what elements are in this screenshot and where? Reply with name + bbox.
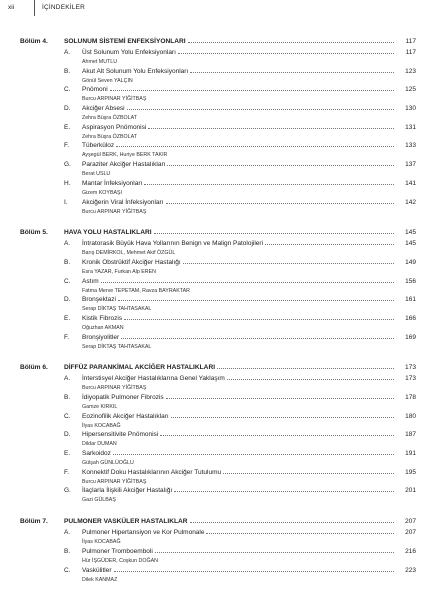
entry-page-number: 156 [405, 277, 416, 285]
entry-letter: F. [64, 142, 70, 150]
entry-page-number: 141 [405, 179, 416, 187]
entry-letter: D. [64, 431, 71, 439]
chapter-spacer [20, 217, 416, 229]
dot-leader [174, 491, 394, 492]
entry-page-number: 125 [405, 86, 416, 94]
toc-entry[interactable] [20, 142, 416, 152]
entry-page-number: 207 [405, 529, 416, 537]
entry-letter: H. [64, 179, 71, 187]
toc-entry[interactable] [20, 375, 416, 385]
running-header-title: İÇİNDEKİLER [42, 4, 86, 11]
page-number: xii [8, 4, 15, 11]
chapter-spacer [20, 506, 416, 518]
entry-authors: Burcu ARPINAR YİĞİTBAŞ [82, 208, 147, 215]
entry-letter: C. [64, 277, 71, 285]
entry-letter: B. [64, 258, 71, 266]
dot-leader [227, 379, 394, 380]
entry-title: İdiyopatik Pulmoner Fibrozis [82, 394, 164, 401]
entry-page-number: 223 [405, 566, 416, 574]
entry-page-number: 149 [405, 258, 416, 266]
entry-page-number: 123 [405, 67, 416, 75]
entry-letter: E. [64, 314, 71, 322]
toc-entry[interactable] [20, 567, 416, 577]
entry-page-number: 137 [405, 161, 416, 169]
dot-leader [217, 368, 394, 369]
toc-entry[interactable] [20, 161, 416, 171]
entry-authors: İlyas KOCABAĞ [82, 422, 121, 429]
entry-letter: A. [64, 240, 71, 248]
toc-entry[interactable] [20, 413, 416, 423]
dot-leader [118, 300, 394, 301]
dot-leader [190, 522, 394, 523]
dot-leader [160, 435, 394, 436]
entry-letter: A. [64, 49, 71, 56]
entry-authors: Gülşah GÜNLÜOĞLU [82, 460, 134, 467]
entry-title: Hipersensitivite Pnömonisi [82, 431, 159, 439]
toc-entry[interactable] [20, 68, 416, 78]
chapter-heading[interactable] [20, 229, 416, 240]
dot-leader [155, 552, 394, 553]
chapter-heading[interactable] [20, 38, 416, 49]
dot-leader [223, 473, 394, 474]
chapter-number: Bölüm 7. [20, 518, 48, 526]
entry-title: Tüberküloz [82, 142, 115, 150]
entry-letter: C. [64, 566, 71, 574]
dot-leader [113, 454, 394, 455]
entry-authors: Serap DİKTAŞ TAHTASAKAL [82, 306, 152, 313]
entry-letter: I. [64, 198, 68, 206]
entry-authors: Burcu ARPINAR YİĞİTBAŞ [82, 96, 147, 103]
entry-title: Vaskülitler [82, 566, 112, 574]
chapter-title: SOLUNUM SİSTEMİ ENFEKSİYONLARI [64, 38, 186, 45]
entry-page-number: 201 [405, 487, 416, 495]
entry-authors: Gönül Seven YALÇIN [82, 77, 133, 84]
entry-letter: G. [64, 487, 71, 495]
toc-entry[interactable] [20, 278, 416, 288]
dot-leader [114, 571, 394, 572]
dot-leader [144, 184, 394, 185]
entry-title: Kistik Fibrozis [82, 314, 123, 322]
dot-leader [124, 319, 394, 320]
entry-authors: Serap DİKTAŞ TAHTASAKAL [82, 343, 152, 350]
entry-letter: E. [64, 450, 71, 458]
entry-letter: A. [64, 529, 71, 537]
dot-leader [116, 146, 394, 147]
chapter-page-number: 145 [404, 229, 416, 237]
entry-authors: Berat USLU [82, 171, 111, 178]
entry-authors: Burcu ARPINAR YİĞİTBAŞ [82, 385, 147, 392]
entry-page-number: 117 [405, 49, 416, 56]
entry-authors: Gazi GÜLBAŞ [82, 497, 116, 504]
toc-entry[interactable] [20, 124, 416, 134]
entry-letter: C. [64, 86, 71, 94]
entry-letter: A. [64, 375, 71, 383]
dot-leader [265, 244, 394, 245]
entry-authors: Dilek KANMAZ [82, 576, 118, 583]
entry-title: Astım [82, 277, 99, 285]
entry-title: Üst Solunum Yolu Enfeksiyonları [82, 49, 176, 56]
toc-entry[interactable] [20, 394, 416, 404]
toc-entry[interactable] [20, 334, 416, 344]
toc-entry[interactable] [20, 548, 416, 558]
entry-authors: İlyas KOCABAĞ [82, 539, 121, 546]
chapter-page-number: 117 [405, 38, 416, 45]
dot-leader [166, 398, 394, 399]
entry-letter: G. [64, 161, 71, 169]
entry-title: Paraziter Akciğer Hastalıkları [82, 161, 166, 169]
entry-authors: Ahmet MUTLU [82, 59, 118, 65]
entry-page-number: 169 [405, 333, 416, 341]
entry-authors: Burcu ARPINAR YİĞİTBAŞ [82, 478, 147, 485]
entry-page-number: 145 [405, 240, 416, 248]
dot-leader [190, 72, 394, 73]
entry-title: Aspirasyon Pnömonisi [82, 123, 147, 131]
entry-title: İlaçlarla İlişkili Akciğer Hastalığı [82, 487, 173, 495]
entry-title: Akciğer Absesi [82, 105, 125, 113]
entry-title: Bronşiyolitler [82, 333, 120, 341]
entry-page-number: 216 [405, 547, 416, 555]
entry-page-number: 166 [405, 314, 416, 322]
entry-page-number: 187 [405, 431, 416, 439]
entry-authors: Gizem KOYBAŞI [82, 189, 123, 196]
entry-title: Mantar İnfeksiyonları [82, 179, 143, 187]
entry-page-number: 180 [405, 412, 416, 420]
dot-leader [121, 338, 394, 339]
dot-leader [110, 90, 394, 91]
toc-entry[interactable] [20, 86, 416, 96]
toc-entry[interactable] [20, 49, 416, 59]
table-of-contents [20, 38, 416, 585]
toc-entry[interactable] [20, 469, 416, 479]
dot-leader [166, 203, 394, 204]
toc-entry[interactable] [20, 450, 416, 460]
entry-page-number: 173 [405, 375, 416, 383]
entry-authors: Zehra Büşra ÖZBOLAT [82, 133, 137, 140]
entry-title: Sarkoidoz [82, 450, 111, 458]
entry-authors: Zehra Büşra ÖZBOLAT [82, 115, 137, 122]
entry-page-number: 195 [405, 468, 416, 476]
chapter-page-number: 173 [404, 364, 416, 372]
entry-letter: B. [64, 547, 71, 555]
dot-leader [178, 53, 394, 54]
entry-letter: F. [64, 333, 70, 341]
entry-title: Kronik Obstrüktif Akciğer Hastalığı [82, 258, 181, 266]
entry-page-number: 130 [405, 105, 416, 113]
chapter-title: PULMONER VASKÜLER HASTALIKLAR [64, 518, 188, 526]
header-divider [34, 0, 35, 16]
entry-letter: D. [64, 296, 71, 304]
entry-letter: C. [64, 412, 71, 420]
entry-page-number: 161 [405, 296, 416, 304]
toc-entry[interactable] [20, 296, 416, 306]
entry-letter: B. [64, 394, 71, 401]
entry-page-number: 191 [405, 450, 416, 458]
entry-title: Pulmoner Hipertansiyon ve Kor Pulmonale [82, 529, 205, 537]
toc-entry[interactable] [20, 240, 416, 250]
entry-title: Pulmoner Tromboemboli [82, 547, 153, 555]
dot-leader [127, 109, 394, 110]
entry-letter: E. [64, 123, 71, 131]
toc-entry[interactable] [20, 315, 416, 325]
entry-title: İntratorasik Büyük Hava Yollarının Benign ve Malign Patolojileri [82, 240, 264, 248]
dot-leader [171, 417, 394, 418]
entry-page-number: 133 [405, 142, 416, 150]
toc-entry[interactable] [20, 529, 416, 539]
chapter-number: Bölüm 6. [20, 364, 48, 372]
dot-leader [183, 263, 394, 264]
toc-entry[interactable] [20, 487, 416, 497]
entry-authors: Oğuzhan AKMAN [82, 324, 124, 331]
entry-page-number: 142 [405, 198, 416, 206]
entry-page-number: 178 [405, 394, 416, 401]
chapter-spacer [20, 352, 416, 364]
dot-leader [101, 282, 394, 283]
chapter-number: Bölüm 4. [20, 38, 48, 45]
entry-letter: B. [64, 67, 71, 75]
toc-entry[interactable] [20, 105, 416, 115]
chapter-number: Bölüm 5. [20, 229, 48, 237]
entry-title: İnterstisyel Akciğer Hastalıklarına Genel Yaklaşım [82, 375, 225, 383]
entry-authors: Hür İŞGÜDER, Coşkun DOĞAN [82, 557, 158, 564]
chapter-heading[interactable] [20, 518, 416, 529]
toc-entry[interactable] [20, 199, 416, 209]
entry-letter: F. [64, 468, 70, 476]
dot-leader [154, 233, 394, 234]
entry-authors: Esra YAZAR, Furkan Alp EREN [82, 268, 156, 275]
entry-title: Akut Alt Solunum Yolu Enfeksiyonları [82, 67, 189, 75]
entry-authors: Barış DEMİRKOL, Mehmet Akif ÖZGÜL [82, 250, 176, 257]
entry-page-number: 131 [405, 123, 416, 131]
entry-authors: Fatma Merve TEPETAM, Ravza BAYRAKTAR [82, 287, 190, 294]
entry-authors: Gamze KIRKIL [82, 404, 118, 410]
entry-title: Bronşektazi [82, 296, 116, 304]
chapter-title: HAVA YOLU HASTALIKLARI [64, 229, 152, 237]
dot-leader [206, 533, 394, 534]
chapter-page-number: 207 [404, 518, 416, 526]
toc-entry[interactable] [20, 259, 416, 269]
chapter-title: DİFFÜZ PARANKİMAL AKCİĞER HASTALIKLARI [64, 364, 216, 372]
entry-authors: Dildar DUMAN [82, 441, 117, 448]
dot-leader [148, 128, 394, 129]
entry-letter: D. [64, 105, 71, 113]
chapter-heading[interactable] [20, 364, 416, 375]
entry-authors: Ayşegül BERK, Huriye BERK TAKIR [82, 152, 168, 159]
entry-title: Akciğerin Viral İnfeksiyonları [82, 198, 164, 206]
entry-title: Konnektif Doku Hastalıklarının Akciğer Tutulumu [82, 468, 222, 476]
toc-entry[interactable] [20, 431, 416, 441]
dot-leader [188, 42, 394, 43]
toc-entry[interactable] [20, 180, 416, 190]
entry-title: Pnömoni [82, 86, 108, 94]
dot-leader [167, 165, 394, 166]
entry-title: Eozinofilik Akciğer Hastalıkları [82, 412, 169, 420]
